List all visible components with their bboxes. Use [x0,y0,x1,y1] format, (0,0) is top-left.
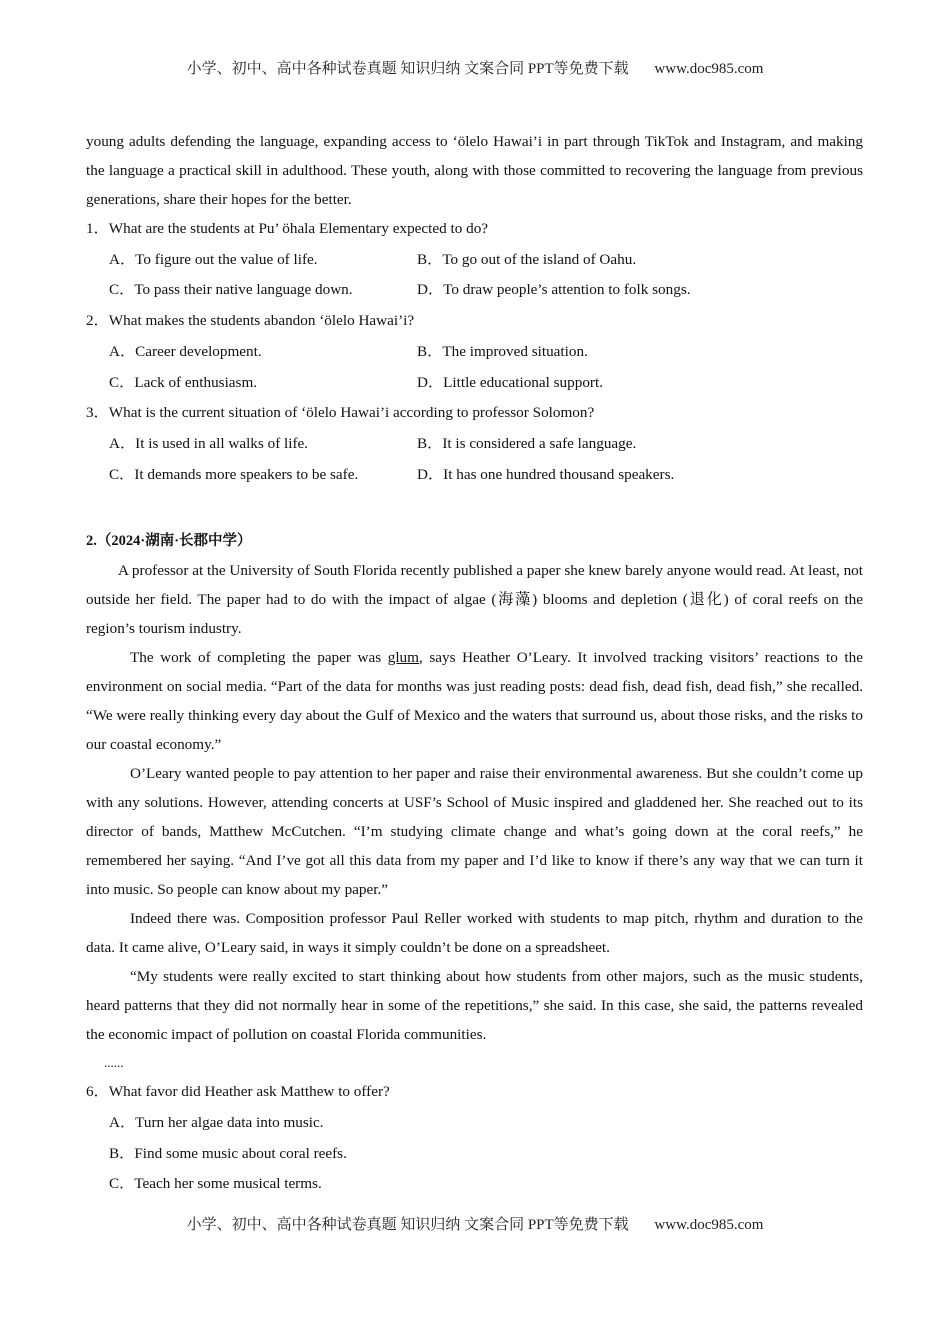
option-d: D．To draw people’s attention to folk songs. [417,281,691,299]
paragraph-text: , says Heather O’Leary. It involved tracking visitors’ reactions to the environment on social media. “Part of the data for months was just reading posts: dead fish, dead fish, dead fish,” she recalled. “We were really thinking every day about the Gulf of Mexico and the waters that surround us, about those risks, and the risks to our coastal economy.” [86,649,863,754]
underlined-word: glum [387,649,419,667]
page-header [0,57,950,78]
passage2-paragraph-1: A professor at the University of South Florida recently published a paper she knew barely anyone would read. At least, not outside her field. The paper had to do with the impact of algae (海藻) blooms and depletion (退化) of coral reefs on the region’s tourism industry. [86,562,863,638]
omission-ellipsis: ...... [104,1055,124,1071]
passage2-paragraph-3: O’Leary wanted people to pay attention to her paper and raise their environmental awareness. But she couldn’t come up with any solutions. However, attending concerts at USF’s School of Music inspired and gladdened her. She reached out to its director of bands, Matthew McCutchen. “I’m studying climate change and what’s going down at the coral reefs,” he remembered her saying. “And I’ve got all this data from my paper and I’d like to know if there’s any way that we can turn it into music. So people can know about my paper.” [86,765,863,899]
option-a: A．Career development. [109,342,262,360]
document-body [86,127,863,1200]
passage1-continuation: young adults defending the language, expanding access to ‘ölelo Hawai’i in part through TikTok and Instagram, and making the language a practical skill in adulthood. These youth, along with those committed to recovering the language from previous generations, share their hopes for the better. [86,133,863,208]
question-text: What are the students at Pu’ öhala Elementary expected to do? [108,220,489,237]
question-text: What makes the students abandon ‘ölelo Hawai’i? [108,312,415,330]
option-d: D．Little educational support. [417,373,604,391]
footer-url: www.doc985.com [654,1217,764,1233]
question-stem [86,398,863,429]
question-3 [86,398,863,490]
option-c: C．Lack of enthusiasm. [109,373,258,391]
question-text: What favor did Heather ask Matthew to offer? [108,1083,390,1101]
option-b: B．The improved situation. [417,342,588,360]
option-a: A．Turn her algae data into music. [109,1114,324,1132]
passage2-paragraph-2 [86,643,863,759]
question-number: 2． [86,312,109,330]
question-number: 3． [86,404,109,422]
option-b: B．It is considered a safe language. [417,434,637,452]
option-a: A．To figure out the value of life. [109,250,318,268]
question-6 [86,1077,863,1200]
option-b: B．To go out of the island of Oahu. [417,250,637,268]
question-number: 6． [86,1083,109,1101]
question-stem [86,214,863,245]
section-2-title: 2.（2024·湖南·长郡中学） [86,533,252,550]
question-2 [86,306,863,398]
option-a: A．It is used in all walks of life. [109,434,309,452]
question-stem [86,1077,863,1108]
option-c: C．Teach her some musical terms. [109,1175,322,1193]
page-footer [0,1213,950,1234]
passage2-paragraph-4: Indeed there was. Composition professor Paul Reller worked with students to map pitch, rhythm and duration to the data. It came alive, O’Leary said, in ways it simply couldn’t be done on a spreadsheet. [86,910,863,957]
question-number: 1． [86,220,109,237]
question-1 [86,214,863,306]
header-url: www.doc985.com [654,61,764,77]
question-text: What is the current situation of ‘ölelo Hawai’i according to professor Solomon? [108,404,595,422]
paragraph-text: The work of completing the paper was [130,649,388,667]
footer-text: 小学、初中、高中各种试卷真题 知识归纳 文案合同 PPT等免费下载 [186,1217,629,1233]
option-c: C．It demands more speakers to be safe. [109,465,359,483]
question-stem [86,306,863,337]
passage2-paragraph-5: “My students were really excited to start thinking about how students from other majors, such as the music students, heard patterns that they did not normally hear in some of the repetitions,” she said. In this case, she said, the patterns revealed the economic impact of pollution on coastal Florida communities. [86,968,863,1044]
header-text: 小学、初中、高中各种试卷真题 知识归纳 文案合同 PPT等免费下载 [186,61,629,77]
option-b: B．Find some music about coral reefs. [109,1144,347,1162]
option-d: D．It has one hundred thousand speakers. [417,465,675,483]
option-c: C．To pass their native language down. [109,281,353,299]
